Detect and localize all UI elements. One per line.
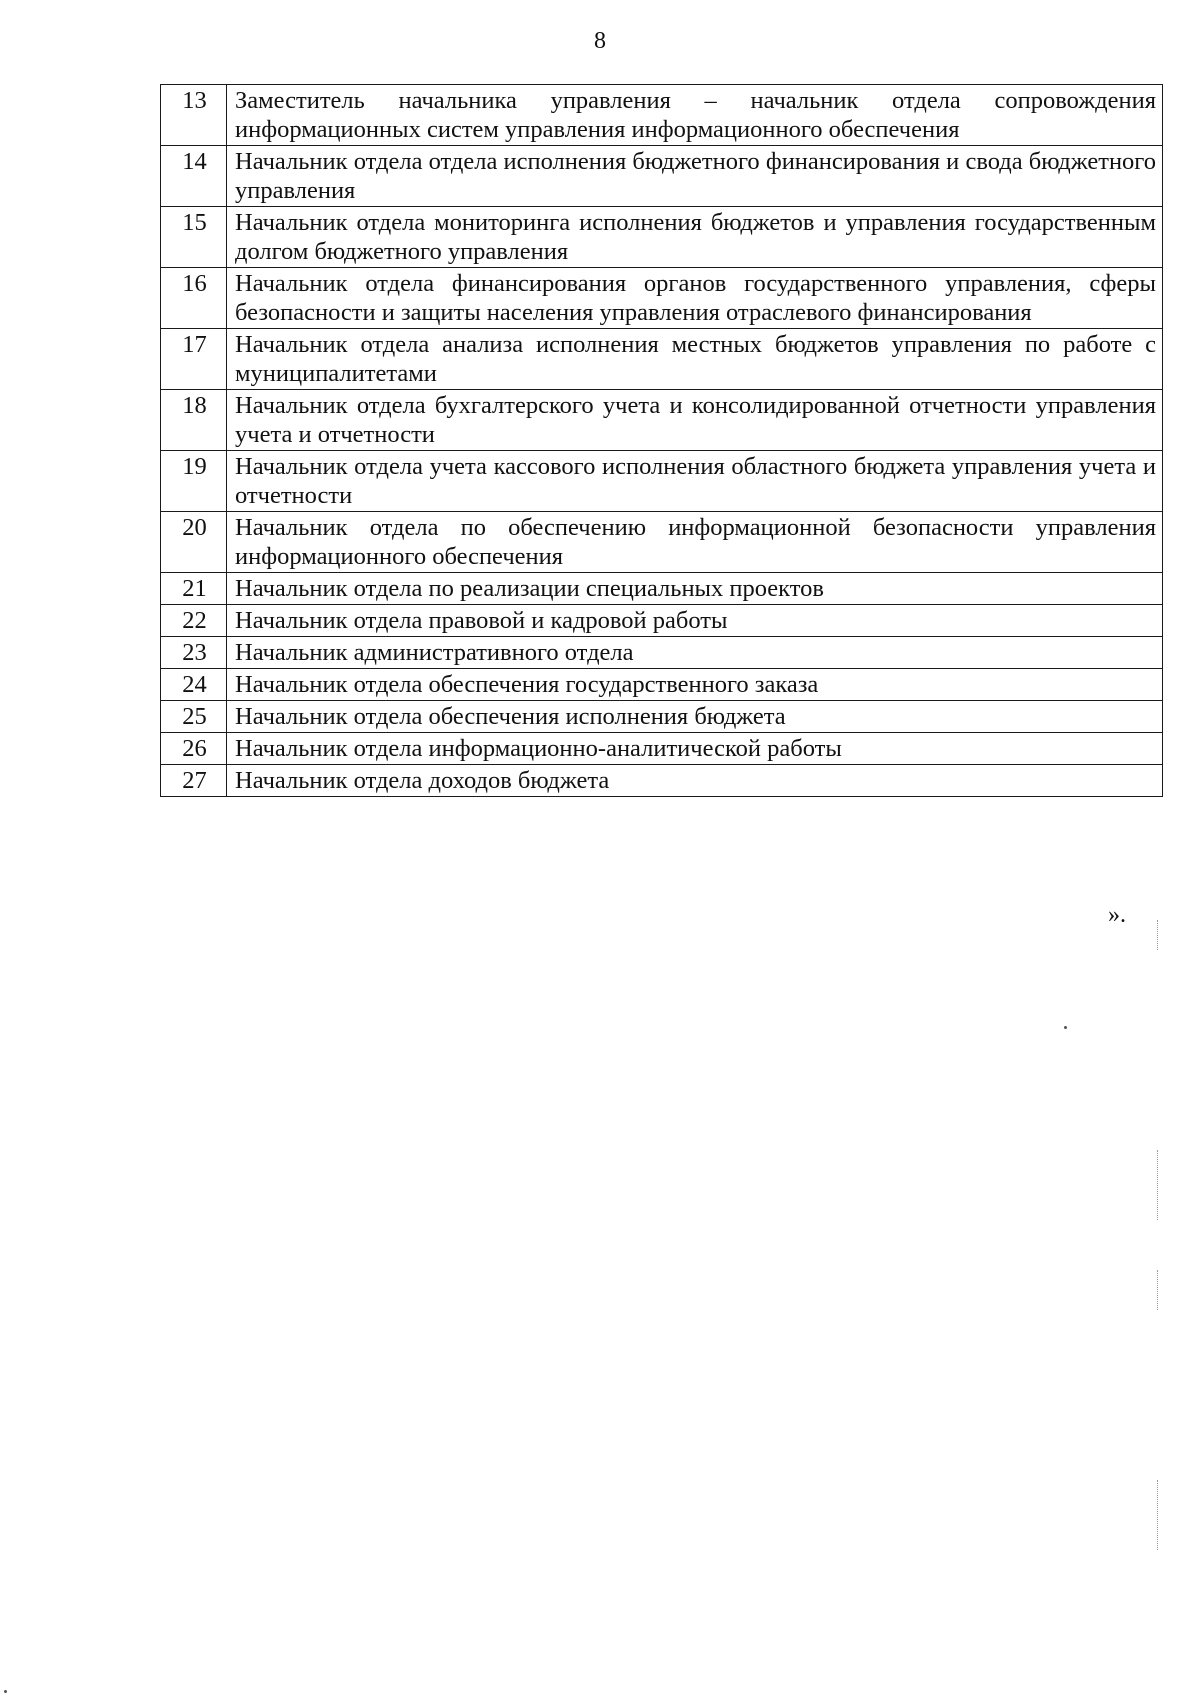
scan-speck: [4, 1690, 7, 1693]
table-row: [161, 733, 1163, 765]
table-row: [161, 573, 1163, 605]
row-number: 14: [161, 146, 227, 207]
closing-quote: ».: [1108, 902, 1126, 928]
page-number: 8: [594, 28, 606, 54]
position-title: Начальник отдела информационно-аналитической работы: [227, 733, 1163, 765]
position-title: Начальник отдела обеспечения исполнения бюджета: [227, 701, 1163, 733]
table-row: [161, 451, 1163, 512]
position-title: Начальник отдела мониторинга исполнения бюджетов и управления государственным долгом бюджетного управления: [227, 207, 1163, 268]
row-number: 25: [161, 701, 227, 733]
row-number: 16: [161, 268, 227, 329]
scan-artifact: [1157, 1270, 1160, 1310]
scan-artifact: [1157, 1150, 1160, 1220]
position-title: Начальник отдела отдела исполнения бюджетного финансирования и свода бюджетного управления: [227, 146, 1163, 207]
position-title: Начальник административного отдела: [227, 637, 1163, 669]
row-number: 17: [161, 329, 227, 390]
table-row: [161, 329, 1163, 390]
table-row: [161, 669, 1163, 701]
row-number: 23: [161, 637, 227, 669]
position-title: Начальник отдела по обеспечению информационной безопасности управления информационного обеспечения: [227, 512, 1163, 573]
row-number: 19: [161, 451, 227, 512]
table-row: [161, 765, 1163, 797]
table-row: [161, 605, 1163, 637]
position-title: Начальник отдела обеспечения государственного заказа: [227, 669, 1163, 701]
position-title: Начальник отдела бухгалтерского учета и консолидированной отчетности управления учета и отчетности: [227, 390, 1163, 451]
scan-speck: [1064, 1026, 1067, 1029]
row-number: 21: [161, 573, 227, 605]
scan-artifact: [1157, 920, 1160, 950]
scan-artifact: [1157, 1480, 1160, 1550]
position-title: Начальник отдела по реализации специальных проектов: [227, 573, 1163, 605]
table-row: [161, 268, 1163, 329]
position-title: Начальник отдела правовой и кадровой работы: [227, 605, 1163, 637]
table-row: [161, 701, 1163, 733]
row-number: 18: [161, 390, 227, 451]
position-title: Начальник отдела доходов бюджета: [227, 765, 1163, 797]
table-row: [161, 390, 1163, 451]
row-number: 20: [161, 512, 227, 573]
positions-table: [160, 84, 1163, 797]
table-row: [161, 512, 1163, 573]
position-title: Заместитель начальника управления – начальник отдела сопровождения информационных систем управления информационного обеспечения: [227, 85, 1163, 146]
position-title: Начальник отдела финансирования органов государственного управления, сферы безопасности и защиты населения управления отраслевого финансирования: [227, 268, 1163, 329]
row-number: 27: [161, 765, 227, 797]
position-title: Начальник отдела учета кассового исполнения областного бюджета управления учета и отчетности: [227, 451, 1163, 512]
row-number: 15: [161, 207, 227, 268]
row-number: 24: [161, 669, 227, 701]
row-number: 26: [161, 733, 227, 765]
table-row: [161, 207, 1163, 268]
row-number: 22: [161, 605, 227, 637]
table-row: [161, 637, 1163, 669]
table-row: [161, 85, 1163, 146]
row-number: 13: [161, 85, 227, 146]
table-row: [161, 146, 1163, 207]
position-title: Начальник отдела анализа исполнения местных бюджетов управления по работе с муниципалитетами: [227, 329, 1163, 390]
